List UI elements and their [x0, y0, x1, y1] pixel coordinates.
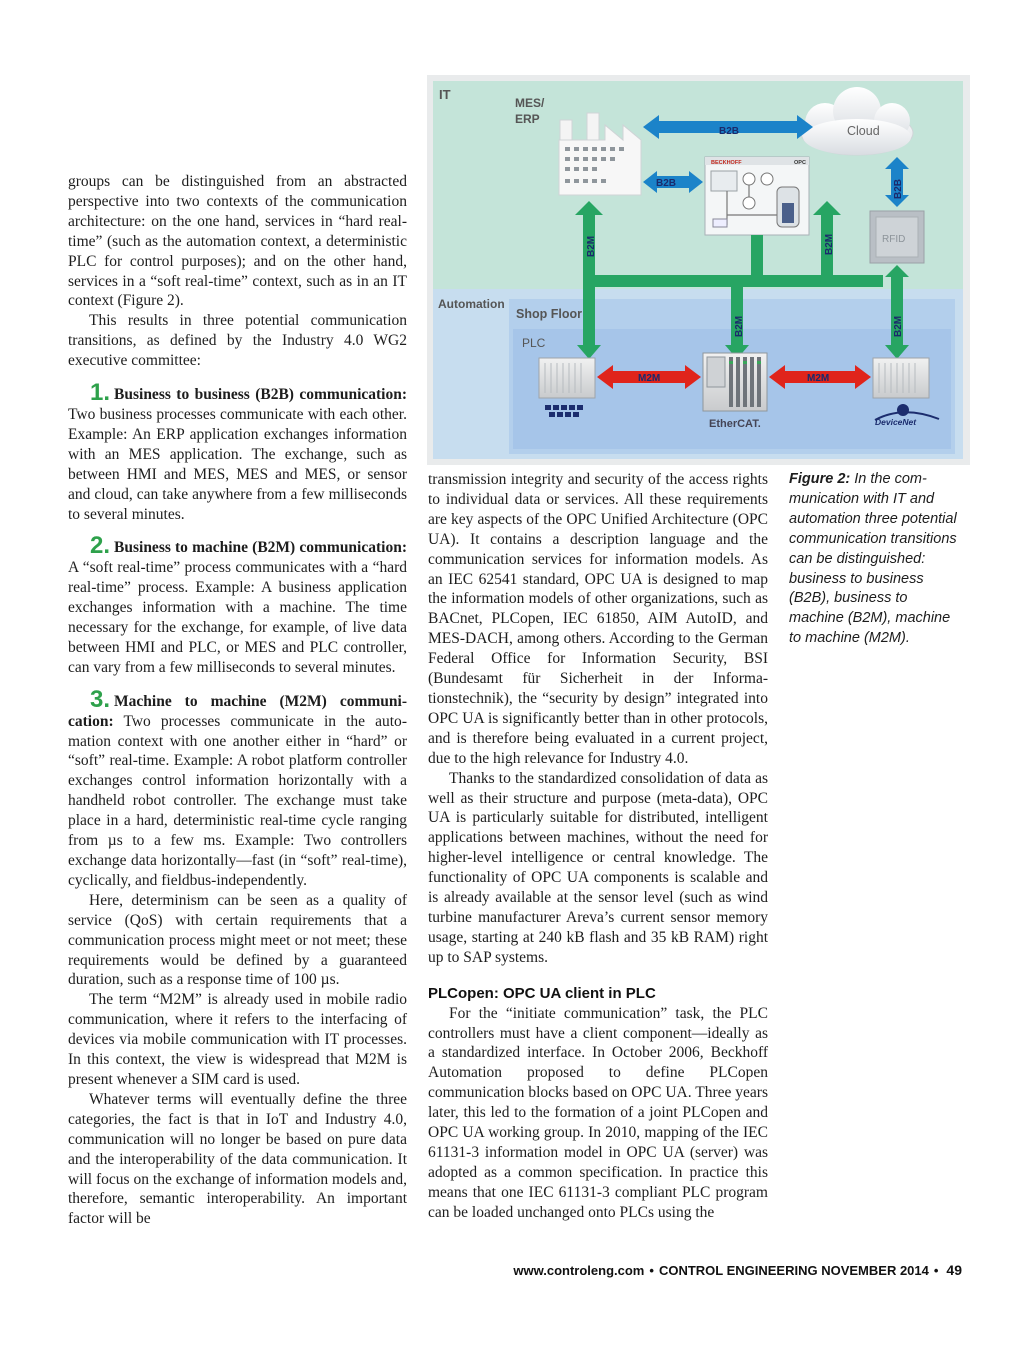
page-footer — [470, 1262, 962, 1278]
b2m-left-label: B2M — [586, 235, 597, 257]
b2m-center-right-label: B2M — [824, 233, 835, 255]
list-item-b2b — [68, 379, 407, 524]
list-item-b2m — [68, 532, 407, 677]
footer-bullet: • — [933, 1263, 939, 1278]
paragraph-results: This results in three potential communication transitions, as defined by the Industry 4.0 WG2 executive committee: — [68, 312, 407, 370]
b2b-right-label: B2B — [893, 178, 904, 199]
paragraph-transmission: transmission integrity and security of the access rights to individual data or services. All these requirements are key aspects of the OPC Unified Architecture (OPC UA). It contains a description language and the communication services for information models. As an IEC 62541 standard, OPC UA is designed to map the information models of other organizations, such as BACnet, PLCopen, IEC 61850, AIM AutoID, and MES-DACH, among others. According to the German Federal Office for Information Security, BSI (Bundesamt für Sicherheit in der Informationstechnik), the “security by design” integrated into OPC UA is significantly better than in other protocols, and is therefore being evaluated in a current project, due to the high relevance for Industry 4.0. — [428, 471, 768, 767]
list-item-title: Machine to machine (M2M) communication: — [68, 692, 407, 730]
plc-label: PLC — [522, 336, 546, 350]
list-item-text: Two business processes communicate with each other. Example: An ERP application exchanges information with an MES application. The exchange, such as between HMI and MES, MES and MES, or sensor and cloud, can take anywhere from a few milliseconds to several minutes. — [68, 405, 407, 523]
paragraph-initiate: For the “initiate communication” task, the PLC controllers must have a client component—ideally as a standardized interface. In October 2006, Beckhoff Automation proposed to define PLCopen communication blocks based on OPC UA. Three years later, this led to the formation of a joint PLCopen and OPC UA working group. In 2010, mapping of the IEC 61131-3 information model in OPC UA (server) was adopted as a common specification. In practice this means that one IEC 61131-3 compliant PLC program can be loaded unchanged onto PLCs using the — [428, 1004, 768, 1221]
list-item-text: A “soft real-time” process communicates with a “hard real-time” process. Example: A business application exchanges information with a machine. The time necessary for the exchange, for example, of live data between HMI and PLC, or MES and PLC controller, can vary from a few milliseconds to several minutes. — [68, 559, 407, 676]
left-column — [68, 172, 407, 1229]
io-modules-icon — [703, 353, 767, 411]
list-item-text: Two processes communicate in the automation context with one another either in “hard” or “soft” real-time. Example: A robot platform controller exchanges control information horizontally with a handheld robot controller. The exchange must take place in a hard, deterministic real-time cycle ranging from µs to a few ms. Example: Two controllers exchange data horizontally—fast (in “soft” real-time), cyclically, and fieldbus-independently. — [68, 712, 407, 889]
b2b-mid-label: B2B — [656, 178, 677, 189]
list-number: 1. — [90, 379, 111, 407]
mes-label-line1: MES/ — [515, 96, 545, 110]
ethercat-logo: EtherCAT. — [709, 418, 761, 430]
opc-mini-label: OPC — [794, 160, 806, 166]
paragraph-qos: Here, determinism can be seen as a quality of service (QoS) with certain requirements that a communication process might meet or not meet; these requirements would be defined by a guaranteed duration, such as a response time of 100 µs. — [68, 891, 407, 989]
list-item-m2m — [68, 685, 407, 891]
middle-column — [428, 470, 768, 1223]
rfid-label: RFID — [882, 234, 906, 245]
b2m-bus-line — [583, 275, 883, 287]
automation-label: Automation — [438, 297, 505, 311]
b2m-center-label: B2M — [734, 315, 745, 337]
paragraph-m2m-term: The term “M2M” is already used in mobile radio communication, where it refers to the interfacing of devices via mobile communication with IT processes. In this context, the view is widespread that M2M is present whenever a SIM card is used. — [68, 991, 407, 1088]
list-item-title: Business to machine (B2M) communication: — [114, 539, 407, 557]
shop-floor-label: Shop Floor — [516, 307, 582, 321]
paragraph-whatever: Whatever terms will eventually define the three categories, the fact is that in IoT and Industry 4.0, communication will no longer be based on pure data and the interoperability of the data communication. It will focus on the exchange of information models and, therefore, semantic interoperability. An important factor will be — [68, 1090, 407, 1228]
list-number: 2. — [90, 532, 111, 560]
m2m-right-label: M2M — [807, 373, 830, 384]
mes-label-line2: ERP — [515, 112, 540, 126]
paragraph-thanks: Thanks to the standardized consolidation of data as well as their structure and purpose (meta-data), OPC UA is particularly suitable for distributed, intelligent applications between machines, without the need for higher-level intelligence or central knowledge. The functionality of OPC UA components is scalable and is already available at the sensor level (such as wind turbine manufacturer Areva’s current sensor memory usage, starting at 240 kB flash and 35 kB RAM) right up to SAP systems. — [428, 769, 768, 966]
m2m-left-label: M2M — [638, 373, 661, 384]
footer-site: www.controleng.com — [513, 1263, 645, 1278]
rfid-reader-icon — [870, 211, 924, 263]
list-number: 3. — [90, 685, 111, 713]
controller-left-icon — [539, 358, 595, 398]
footer-bullet: • — [649, 1263, 654, 1278]
controller-right-icon — [873, 358, 929, 398]
footer-magazine: CONTROL ENGINEERING NOVEMBER 2014 — [658, 1263, 929, 1278]
beckhoff-mini-label: BECKHOFF — [711, 160, 742, 166]
section-heading: PLCopen: OPC UA client in PLC — [428, 984, 656, 1002]
page-number: 49 — [946, 1262, 962, 1278]
caption-text: In the communication with IT and automation three potential communication transitions can be distinguished: business to business (B2B), business to machine (B2M), machine to machine (M2M). — [789, 471, 957, 647]
b2b-top-label: B2B — [719, 126, 740, 137]
figure-caption — [789, 470, 959, 649]
caption-label: Figure 2: — [789, 471, 851, 487]
b2m-arrow-hmi-down — [751, 235, 763, 275]
figure-2 — [427, 75, 970, 465]
hmi-screen-icon — [705, 157, 809, 235]
it-label: IT — [439, 87, 451, 102]
devicenet-label: DeviceNet — [875, 417, 917, 427]
cloud-label: Cloud — [847, 124, 880, 138]
list-item-title: Business to business (B2B) communication: — [114, 386, 407, 404]
paragraph-intro: groups can be distinguished from an abstracted perspective into two contexts of the communication architecture: on the one hand, services in “hard real-time” (such as the automation context, a deterministic PLC for control purposes); and on the other hand, services in a “soft real-time” context, such as in an IT context (Figure 2). — [68, 173, 407, 310]
b2m-right-label: B2M — [893, 315, 904, 337]
